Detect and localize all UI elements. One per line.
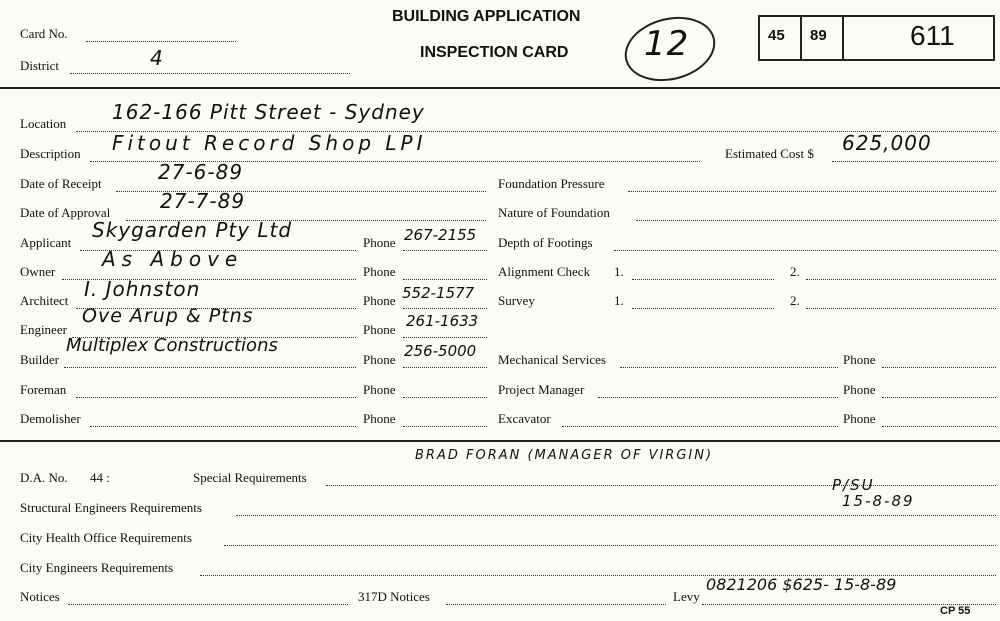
levy-label: Levy (673, 589, 700, 604)
survey-2-line[interactable] (806, 296, 996, 309)
project-manager-phone-line[interactable] (882, 385, 996, 398)
title-line2: INSPECTION CARD (420, 44, 569, 61)
builder-phone-label: Phone (363, 352, 396, 367)
demolisher-line[interactable] (90, 414, 356, 427)
nature-foundation-label: Nature of Foundation (498, 205, 610, 220)
special-requirements-label: Special Requirements (193, 470, 307, 485)
district-value: 4 (150, 46, 164, 70)
notices-317d-line[interactable] (446, 592, 666, 605)
builder-value: Multiplex Constructions (66, 335, 278, 356)
nature-foundation-line[interactable] (636, 208, 996, 221)
box-a: 45 (768, 27, 785, 44)
alignment-check-2: 2. (790, 264, 800, 279)
architect-phone-label: Phone (363, 293, 396, 308)
excavator-line[interactable] (562, 414, 838, 427)
owner-value: As Above (102, 247, 244, 271)
demolisher-phone-label: Phone (363, 411, 396, 426)
engineer-phone: 261-1633 (406, 312, 479, 330)
mechanical-phone-label: Phone (843, 352, 876, 367)
alignment-check-label: Alignment Check (498, 264, 591, 279)
applicant-phone: 267-2155 (404, 226, 477, 244)
engineer-value: Ove Arup & Ptns (82, 305, 254, 327)
header-rule (0, 87, 1000, 89)
location-label: Location (20, 116, 67, 131)
special-requirements-line[interactable] (326, 473, 996, 486)
location-value: 162-166 Pitt Street - Sydney (112, 100, 425, 124)
box-c: 611 (910, 20, 955, 51)
foundation-pressure-line[interactable] (628, 179, 996, 192)
estimated-cost-label: Estimated Cost $ (725, 146, 814, 161)
box-divider-1 (800, 17, 802, 59)
applicant-value: Skygarden Pty Ltd (92, 218, 293, 242)
excavator-phone-label: Phone (843, 411, 876, 426)
builder-label: Builder (20, 352, 59, 367)
structural-note-a: P/SU (832, 476, 875, 494)
mechanical-services-label: Mechanical Services (498, 352, 606, 367)
notices-317d-label: 317D Notices (358, 589, 430, 604)
depth-footings-label: Depth of Footings (498, 235, 593, 250)
architect-phone: 552-1577 (402, 284, 475, 302)
survey-1-line[interactable] (632, 296, 774, 309)
special-note: BRAD FORAN (MANAGER OF VIRGIN) (415, 448, 714, 463)
date-approval-value: 27-7-89 (160, 189, 246, 213)
architect-label: Architect (20, 293, 69, 308)
applicant-label: Applicant (20, 235, 72, 250)
mechanical-services-line[interactable] (620, 355, 838, 368)
demolisher-label: Demolisher (20, 411, 81, 426)
foreman-label: Foreman (20, 382, 67, 397)
box-divider-2 (842, 17, 844, 59)
card-number-box (758, 15, 995, 61)
applicant-phone-label: Phone (363, 235, 396, 250)
alignment-check-2-line[interactable] (806, 267, 996, 280)
title-line1: BUILDING APPLICATION (392, 8, 581, 25)
project-manager-label: Project Manager (498, 382, 585, 397)
owner-label: Owner (20, 264, 56, 279)
builder-line[interactable] (64, 355, 356, 368)
excavator-phone-line[interactable] (882, 414, 996, 427)
mechanical-phone-line[interactable] (882, 355, 996, 368)
estimated-cost-value: 625,000 (842, 131, 932, 155)
city-health-label: City Health Office Requirements (20, 530, 192, 545)
survey-1: 1. (614, 293, 624, 308)
district-line[interactable] (70, 61, 350, 74)
description-label: Description (20, 146, 81, 161)
notices-line[interactable] (68, 592, 348, 605)
foreman-phone-line[interactable] (403, 385, 487, 398)
foundation-pressure-label: Foundation Pressure (498, 176, 605, 191)
engineer-label: Engineer (20, 322, 67, 337)
da-value: 44 : (90, 470, 110, 485)
foreman-phone-label: Phone (363, 382, 396, 397)
depth-footings-line[interactable] (614, 238, 996, 251)
card-no-line[interactable] (86, 29, 236, 42)
demolisher-phone-line[interactable] (403, 414, 487, 427)
city-engineers-label: City Engineers Requirements (20, 560, 174, 575)
form-code: CP 55 (940, 605, 971, 617)
levy-note: 0821206 $625- 15-8-89 (706, 575, 897, 594)
city-health-line[interactable] (224, 533, 996, 546)
structural-note-b: 15-8-89 (842, 492, 915, 510)
survey-label: Survey (498, 293, 535, 308)
structural-label: Structural Engineers Requirements (20, 500, 202, 515)
district-label: District (20, 58, 59, 73)
survey-2: 2. (790, 293, 800, 308)
description-value: Fitout Record Shop LPI (112, 131, 427, 155)
box-b: 89 (810, 27, 827, 44)
foreman-line[interactable] (76, 385, 356, 398)
excavator-label: Excavator (498, 411, 551, 426)
date-approval-label: Date of Approval (20, 205, 111, 220)
project-manager-phone-label: Phone (843, 382, 876, 397)
alignment-check-1-line[interactable] (632, 267, 774, 280)
card-no-label: Card No. (20, 26, 68, 41)
middle-rule (0, 440, 1000, 442)
date-receipt-label: Date of Receipt (20, 176, 102, 191)
circled-number: 12 (644, 24, 690, 64)
notices-label: Notices (20, 589, 60, 604)
owner-phone-line[interactable] (403, 267, 487, 280)
alignment-check-1: 1. (614, 264, 624, 279)
builder-phone: 256-5000 (404, 342, 477, 360)
engineer-phone-label: Phone (363, 322, 396, 337)
architect-value: I. Johnston (84, 277, 201, 301)
da-label: D.A. No. (20, 470, 68, 485)
owner-phone-label: Phone (363, 264, 396, 279)
project-manager-line[interactable] (598, 385, 838, 398)
date-receipt-value: 27-6-89 (158, 160, 244, 184)
